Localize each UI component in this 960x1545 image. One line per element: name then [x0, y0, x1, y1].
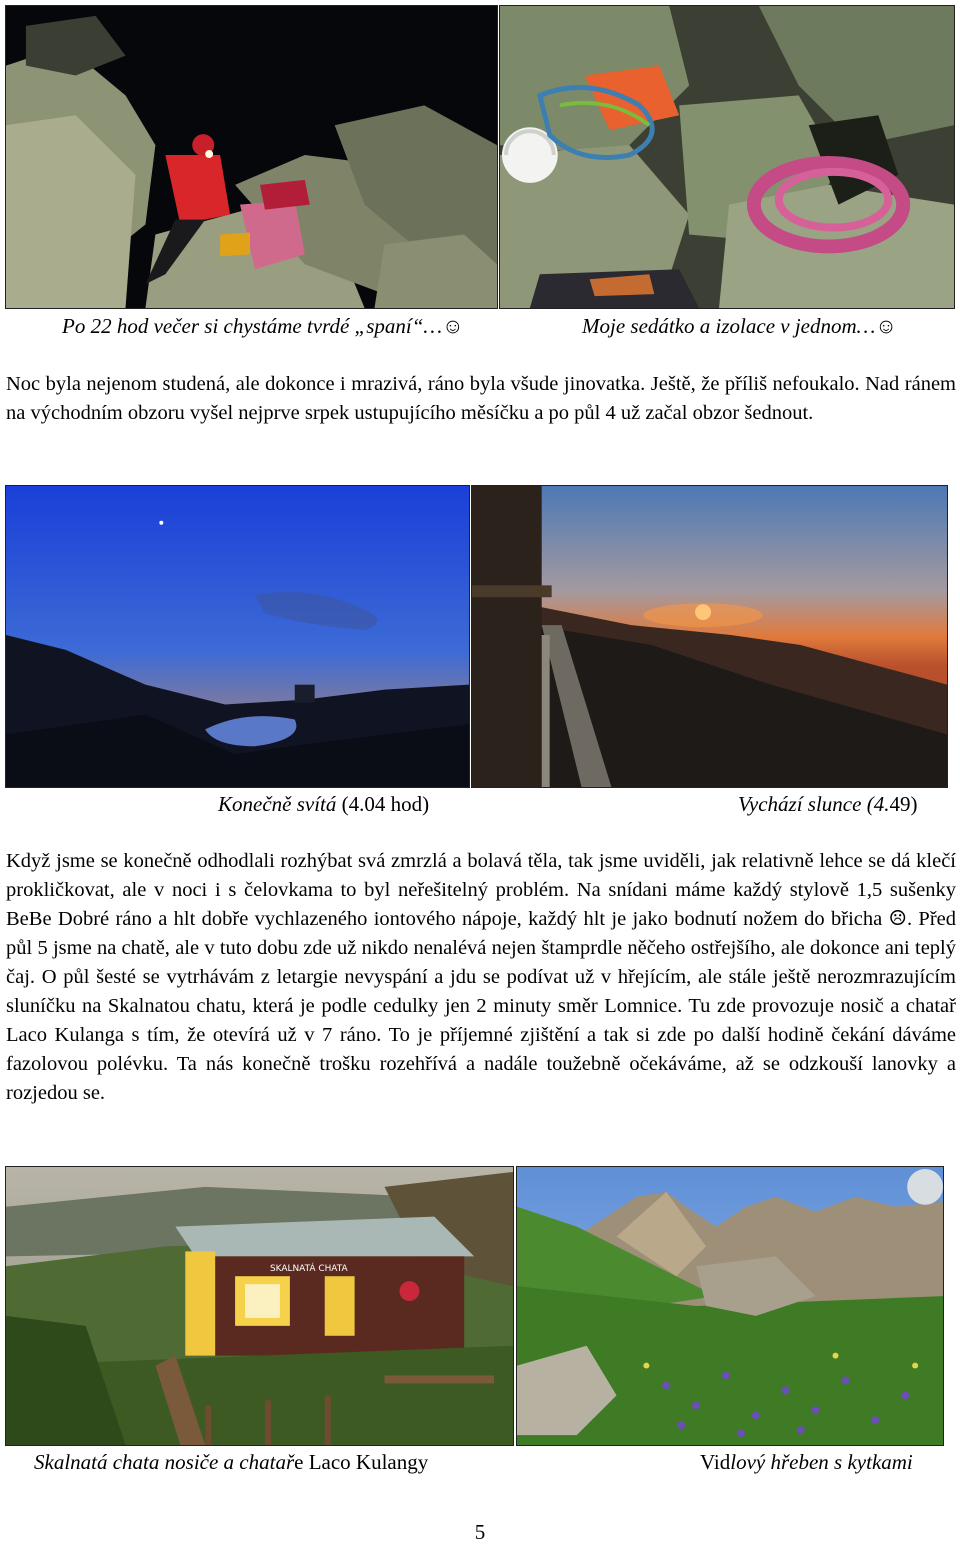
caption-night-bivouac: Po 22 hod večer si chystáme tvrdé „spaní“…☺: [62, 314, 464, 338]
caption-ridge-flowers: Vidlový hřeben s kytkami: [700, 1450, 913, 1474]
caption-hut: Skalnatá chata nosiče a chataře Laco Kulangy: [34, 1450, 429, 1474]
paragraph-night: Noc byla nejenom studená, ale dokonce i mrazivá, ráno byla všude jinovatka. Ještě, že příliš nefoukalo. Nad ránem na východním obzoru vyšel nejprve srpek ustupujícího měsíčku a po půl 4 už začal obzor šednout.: [6, 373, 956, 424]
paragraph-morning: Když jsme se konečně odhodlali rozhýbat svá zmrzlá a bolavá těla, tak jsme uviděli, jak relativně lehce se dá klečí prokličkovat, ale v noci i s čelovkama to byl neřešitelný problém. Na snídani máme každý stylově 1,5 sušenky BeBe Dobré ráno a hlt dobře vychlazeného iontového nápoje, každý hlt je jako bodnutí nožem do břicha ☹. Před půl 5 jsme na chatě, ale v tuto dobu zde už nikdo nenalévá nejen štamprdle něčeho ostřejšího, ale dokonce ani teplý čaj. O půl šesté se vytrhávám z letargie nevyspání a jdu se podívat už v hřejícím, ale stále ještě nerozmrazujícím sluníčku na Skalnatou chatu, která je podle cedulky jen 2 minuty směr Lomnice. Tu zde provozuje nosič a chatař Laco Kulanga s tím, že otevírá už v 7 ráno. To je příjemné zjištění a tak si zde po další hodině čekání dáváme fazolovou polévku. Ta nás konečně trošku rozehřívá a nadále toužebně očekáváme, až se odzkouší lanovky a rozjedou se.: [6, 850, 956, 1104]
caption-blue-dawn: Konečně svítá (4.04 hod): [218, 792, 430, 816]
photo-ridge-flowers: [516, 1166, 944, 1446]
photo-hut: [5, 1166, 514, 1446]
page-number: 5: [474, 1520, 486, 1544]
photo-harness-gear: [499, 5, 955, 309]
caption-sunrise: Vychází slunce (4.49): [738, 792, 918, 816]
photo-night-bivouac: [5, 5, 498, 309]
photo-blue-dawn: [5, 485, 470, 788]
photo-sunrise: [471, 485, 948, 788]
hut-sign: SKALNATÁ CHATA: [269, 1264, 348, 1275]
caption-harness-gear: Moje sedátko a izolace v jednom…☺: [582, 314, 897, 338]
